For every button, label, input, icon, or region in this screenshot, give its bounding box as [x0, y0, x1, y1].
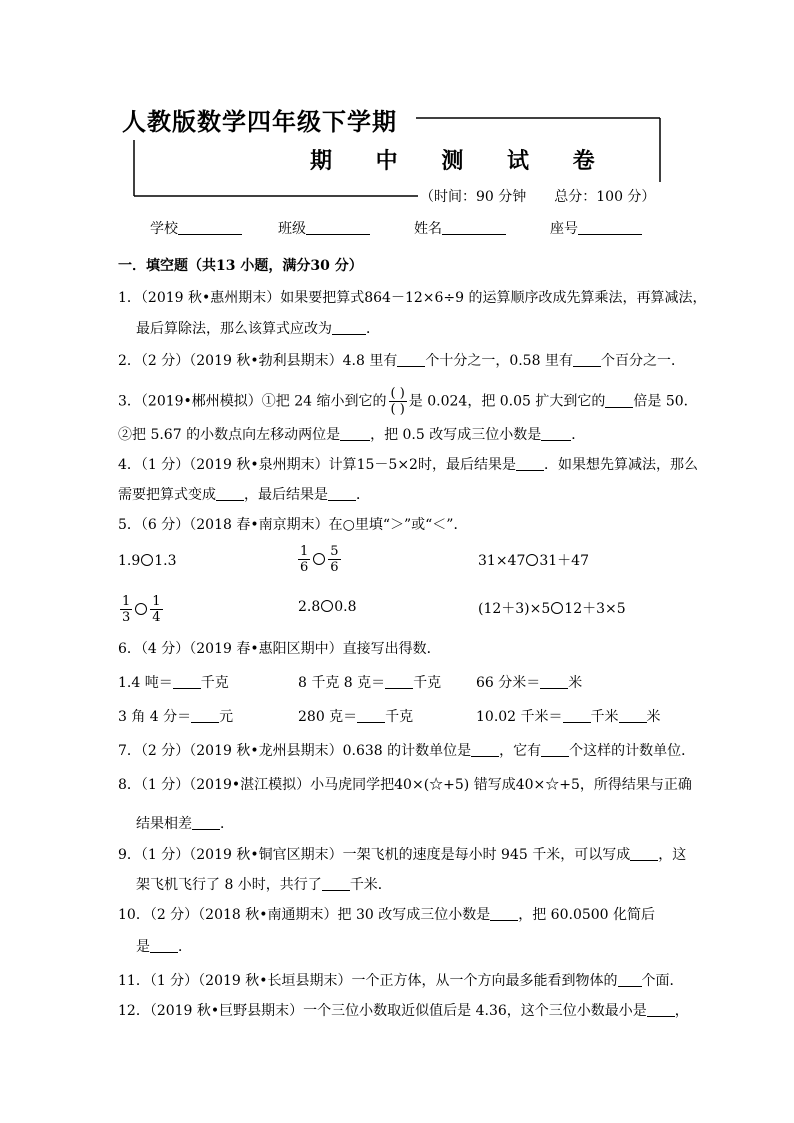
compare-circle[interactable]: [135, 603, 147, 615]
question-8-line-1: 8．（1 分）（2019•湛江模拟）小马虎同学把40×(☆+5) 错写成40×☆+5，所得结果与正确: [118, 777, 692, 793]
answer-blank[interactable]: [540, 674, 568, 689]
school-field[interactable]: [150, 220, 242, 238]
seat-label: 座号: [550, 221, 578, 237]
question-1-line-2: 最后算除法，那么该算式应改为 ．: [136, 321, 380, 337]
question-11: 11．（1 分）（2019 秋•长垣县期末）一个正方体，从一个方向最多能看到物体的 个面．: [118, 973, 684, 989]
question-10-line-1: 10．（2 分）（2018 秋•南通期末）把 30 改写成三位小数是 ，把 60.0500 化简后: [118, 907, 656, 923]
question-2: 2．（2 分）（2019 秋•勃利县期末）4.8 里有 个十分之一，0.58 里有 个百分之一．: [118, 353, 685, 369]
question-4-line-2: 需要把算式变成 ，最后结果是 ．: [118, 487, 370, 503]
answer-blank[interactable]: [216, 486, 244, 501]
school-label: 学校: [150, 221, 178, 237]
answer-blank[interactable]: [340, 426, 370, 441]
answer-blank[interactable]: [471, 742, 499, 757]
answer-blank[interactable]: [397, 352, 425, 367]
page-subtitle: 期 中 测 试 卷: [310, 148, 613, 174]
answer-blank[interactable]: [150, 938, 178, 953]
fraction-blank[interactable]: $\frac{( )}{( )}$: [390, 386, 405, 417]
compare-circle[interactable]: [141, 554, 153, 566]
convert-item-6: 10.02 千米＝ 千米 米: [476, 709, 661, 725]
answer-blank[interactable]: [541, 742, 569, 757]
answer-blank[interactable]: [322, 876, 350, 891]
question-3-line-2: ②把 5.67 的小数点向左移动两位是 ，把 0.5 改写成三位小数是 ．: [118, 427, 586, 443]
compare-circle[interactable]: [313, 553, 325, 565]
compare-item-4: $\frac{1}{3}$ $\frac{1}{4}$: [122, 594, 161, 625]
answer-blank[interactable]: [647, 1002, 675, 1017]
answer-blank[interactable]: [173, 674, 201, 689]
question-4-line-1: 4．（1 分）（2019 秋•泉州期末）计算15－5×2时，最后结果是 ．如果想先算减法，那么: [118, 457, 698, 473]
compare-circle[interactable]: [321, 600, 333, 612]
question-8-line-2: 结果相差 ．: [136, 816, 234, 832]
answer-blank[interactable]: [328, 486, 356, 501]
answer-blank[interactable]: [357, 708, 385, 723]
answer-blank[interactable]: [385, 674, 413, 689]
section-heading: 一．填空题（共13 小题，满分30 分）: [118, 258, 363, 274]
question-12: 12．（2019 秋•巨野县期末）一个三位小数取近似值后是 4.36，这个三位小数最小是 ，: [118, 1003, 689, 1019]
question-1-line-1: 1．（2019 秋•惠州期末）如果要把算式864－12×6÷9 的运算顺序改成先算乘法，再算减法，: [118, 290, 707, 306]
answer-blank[interactable]: [619, 708, 647, 723]
class-field[interactable]: [278, 220, 370, 238]
header-frame: [0, 0, 794, 210]
answer-blank[interactable]: [618, 972, 642, 987]
answer-blank[interactable]: [516, 456, 544, 471]
convert-item-2: 8 千克 8 克＝ 千克: [298, 675, 442, 691]
compare-item-3: 31×47 31＋47: [478, 553, 589, 569]
answer-blank[interactable]: [332, 320, 366, 335]
question-3-line-1: 3．（2019•郴州模拟）①把 24 缩小到它的 $\frac{( )}{( )}$ 是 0.024，把 0.05 扩大到它的 倍是 50．: [118, 386, 698, 417]
answer-blank[interactable]: [490, 906, 518, 921]
answer-blank[interactable]: [541, 426, 571, 441]
convert-item-4: 3 角 4 分＝ 元: [118, 709, 234, 725]
compare-item-1: 1.9 1.3: [118, 553, 177, 569]
question-9-line-2: 架飞机飞行了 8 小时，共行了 千米．: [136, 877, 392, 893]
answer-blank[interactable]: [563, 708, 591, 723]
page-title: 人教版数学四年级下学期: [122, 107, 397, 136]
compare-circle[interactable]: [526, 554, 538, 566]
answer-blank[interactable]: [573, 352, 601, 367]
compare-circle[interactable]: [551, 602, 563, 614]
question-6: 6．（4 分）（2019 春•惠阳区期中）直接写出得数．: [118, 641, 441, 657]
question-7: 7．（2 分）（2019 秋•龙州县期末）0.638 的计数单位是 ，它有 个这样的计数单位．: [118, 743, 696, 759]
seat-field[interactable]: [550, 220, 642, 238]
question-10-line-2: 是 ．: [136, 939, 192, 955]
answer-blank[interactable]: [630, 846, 658, 861]
question-9-line-1: 9．（1 分）（2019 秋•铜官区期末）一架飞机的速度是每小时 945 千米，可以写成 ，这: [118, 847, 687, 863]
compare-item-6: (12＋3)×5 12＋3×5: [478, 601, 626, 617]
time-score-info: （时间：90 分钟 总分：100 分）: [420, 189, 656, 205]
class-label: 班级: [278, 221, 306, 237]
answer-blank[interactable]: [192, 815, 220, 830]
name-label: 姓名: [414, 221, 442, 237]
name-field[interactable]: [414, 220, 506, 238]
compare-item-2: $\frac{1}{6}$ $\frac{5}{6}$: [300, 544, 339, 575]
convert-item-1: 1.4 吨＝ 千克: [118, 675, 229, 691]
convert-item-5: 280 克＝ 千克: [298, 709, 414, 725]
answer-blank[interactable]: [191, 708, 219, 723]
question-5: 5．（6 分）（2018 春•南京期末）在○里填“＞”或“＜”．: [118, 517, 468, 533]
convert-item-3: 66 分米＝ 米: [476, 675, 583, 691]
answer-blank[interactable]: [605, 393, 633, 408]
compare-item-5: 2.8 0.8: [298, 599, 357, 615]
